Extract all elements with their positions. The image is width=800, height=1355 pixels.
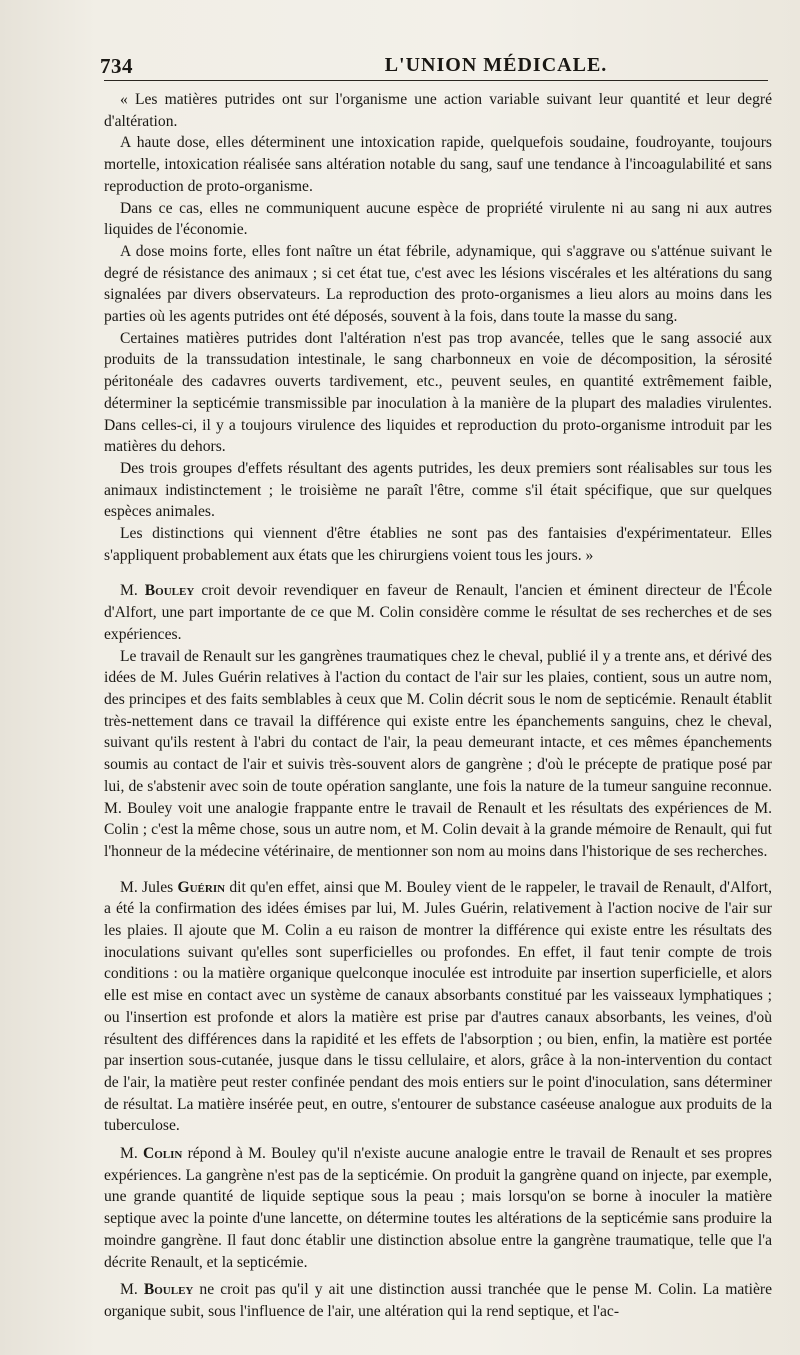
page-header xyxy=(100,50,768,81)
paragraph: « Les matières putrides ont sur l'organisme une action variable suivant leur quantité et leur degré d'altération. xyxy=(104,91,772,130)
paragraph: A dose moins forte, elles font naître un état fébrile, adynamique, qui s'aggrave ou s'atténue suivant le degré de résistance des animaux ; si cet état tue, c'est avec les lésions viscérales et les altérations du sang signalées par divers observateurs. La reproduction des proto-organismes a lieu alors au moins dans les parties où les agents putrides ont été déposés, souvent à la fois, dans toute la masse du sang. xyxy=(104,242,772,326)
paragraph: A haute dose, elles déterminent une intoxication rapide, quelquefois soudaine, foudroyante, toujours mortelle, intoxication réalisée sans altération notable du sang, sauf une tendance à l'incoagulabilité et sans reproduction de proto-organisme. xyxy=(104,134,772,195)
speaker-paragraph: M. Jules Guérin dit qu'en effet, ainsi que M. Bouley vient de le rappeler, le travail de Renault, d'Alfort, a été la confirmation des idées émises par lui, M. Jules Guérin, relativement à l'action nocive de l'air sur les plaies. Il ajoute que M. Colin a eu raison de montrer la différence qui existe entre les résultats des inoculations suivant qu'elles sont superficielles ou profondes. En effet, il faut tenir compte de trois conditions : ou la matière organique quelconque inoculée est introduite par insertion superficielle, et alors elle est mise en contact avec un système de canaux absorbants constitué par les vaisseaux lymphatiques ; ou l'insertion est profonde et alors la matière est prise par d'autres canaux absorbants, les veines, d'où résultent des différences dans la rapidité et les effets de l'absorption ; ou bien, enfin, la matière est portée par insertion sous-cutanée, jusque dans le tissu cellulaire, et alors, grâce à la non-intervention du contact de l'air, la matière peut rester confinée pendant des mois entiers sur le point d'inoculation, sans déterminer de résultat. La matière insérée peut, en outre, s'entourer de substance caséeuse analogue aux produits de la tuberculose. xyxy=(104,878,772,1135)
paragraph: Dans ce cas, elles ne communiquent aucune espèce de propriété virulente ni au sang ni aux autres liquides de l'économie. xyxy=(104,199,772,239)
speaker-paragraph: M. Colin répond à M. Bouley qu'il n'existe aucune analogie entre le travail de Renault et ses propres expériences. La gangrène n'est pas de la septicémie. On produit la gangrène quand on injecte, par exemple, une grande quantité de liquide septique sous la peau ; mais lorsqu'on se borne à inoculer la matière septique avec la pointe d'une lancette, on détermine toutes les altérations de la septicémie sans produire la moindre gangrène. Il faut donc établir une distinction absolue entre la gangrène traumatique, telle que l'a décrite Renault, et la septicémie. xyxy=(104,1145,773,1271)
article-body xyxy=(104,89,772,1323)
speaker-prefix: M. xyxy=(120,1145,138,1163)
paragraph: Des trois groupes d'effets résultant des agents putrides, les deux premiers sont réalisables sur tous les animaux indistinctement ; le troisième ne paraît l'être, comme s'il était spécifique, que sur quelques espèces animales. xyxy=(104,459,772,521)
speaker-paragraph: M. Bouley croit devoir revendiquer en faveur de Renault, l'ancien et éminent directeur de l'École d'Alfort, une part importante de ce que M. Colin considère comme le résultat de ses recherches et de ses expériences. xyxy=(104,582,773,643)
speaker-name: Bouley xyxy=(144,582,195,600)
paragraph: Le travail de Renault sur les gangrènes traumatiques chez le cheval, publié il y a trente ans, et dérivé des idées de M. Jules Guérin relatives à l'action du contact de l'air sur les plaies, contient, sous un autre nom, des principes et des faits semblables à ceux que M. Colin décrit sous le nom de septicémie. Renault établit très-nettement dans ce travail la différence qui existe entre les épanchements sanguins, chez le cheval, suivant qu'ils restent à l'abri du contact de l'air, la peau demeurant intacte, et ces mêmes épanchements soumis au contact de l'air et suivis très-souvent alors de gangrène ; d'où le précepte de pratique posé par lui, de s'abstenir avec soin de toute opération sanglante, une fois la nature de la tumeur sanguine reconnue. M. Bouley voit une analogie frappante entre le travail de Renault et les résultats des expériences de M. Colin ; c'est la même chose, sous un autre nom, et M. Colin devait à la grande mémoire de Renault, qui fut l'honneur de la médecine vétérinaire, de mentionner son nom au moins dans l'historique de ses recherches. xyxy=(104,647,772,860)
speaker-prefix: M. xyxy=(120,582,138,600)
speaker-prefix: M. xyxy=(120,1281,138,1299)
speaker-prefix: M. Jules xyxy=(120,878,174,896)
speaker-name: Bouley xyxy=(143,1281,194,1299)
paragraph: Les distinctions qui viennent d'être établies ne sont pas des fantaisies d'expérimentateur. Elles s'appliquent probablement aux états que les chirurgiens voient tous les jours. » xyxy=(104,525,772,564)
speaker-name: Colin xyxy=(142,1145,183,1163)
paragraph: Certaines matières putrides dont l'altération n'est pas trop avancée, telles que le sang associé aux produits de la transsudation intestinale, le sang charbonneux en voie de décomposition, la sérosité péritonéale des cadavres ouverts tardivement, etc., peuvent seules, en quantité extrêmement faible, déterminer la septicémie transmissible par inoculation à la manière de la plupart des maladies virulentes. Dans celles-ci, il y a toujours virulence des liquides et reproduction du proto-organisme introduit par les matières du dehors. xyxy=(104,329,772,456)
speaker-paragraph: M. Bouley ne croit pas qu'il y ait une distinction aussi tranchée que le pense M. Colin. La matière organique subit, sous l'influence de l'air, une altération qui la rend septique, et l'ac- xyxy=(104,1281,772,1320)
speaker-name: Guérin xyxy=(177,878,226,896)
page-number: 734 xyxy=(100,54,133,78)
running-title: L'UNION MÉDICALE. xyxy=(384,54,608,76)
